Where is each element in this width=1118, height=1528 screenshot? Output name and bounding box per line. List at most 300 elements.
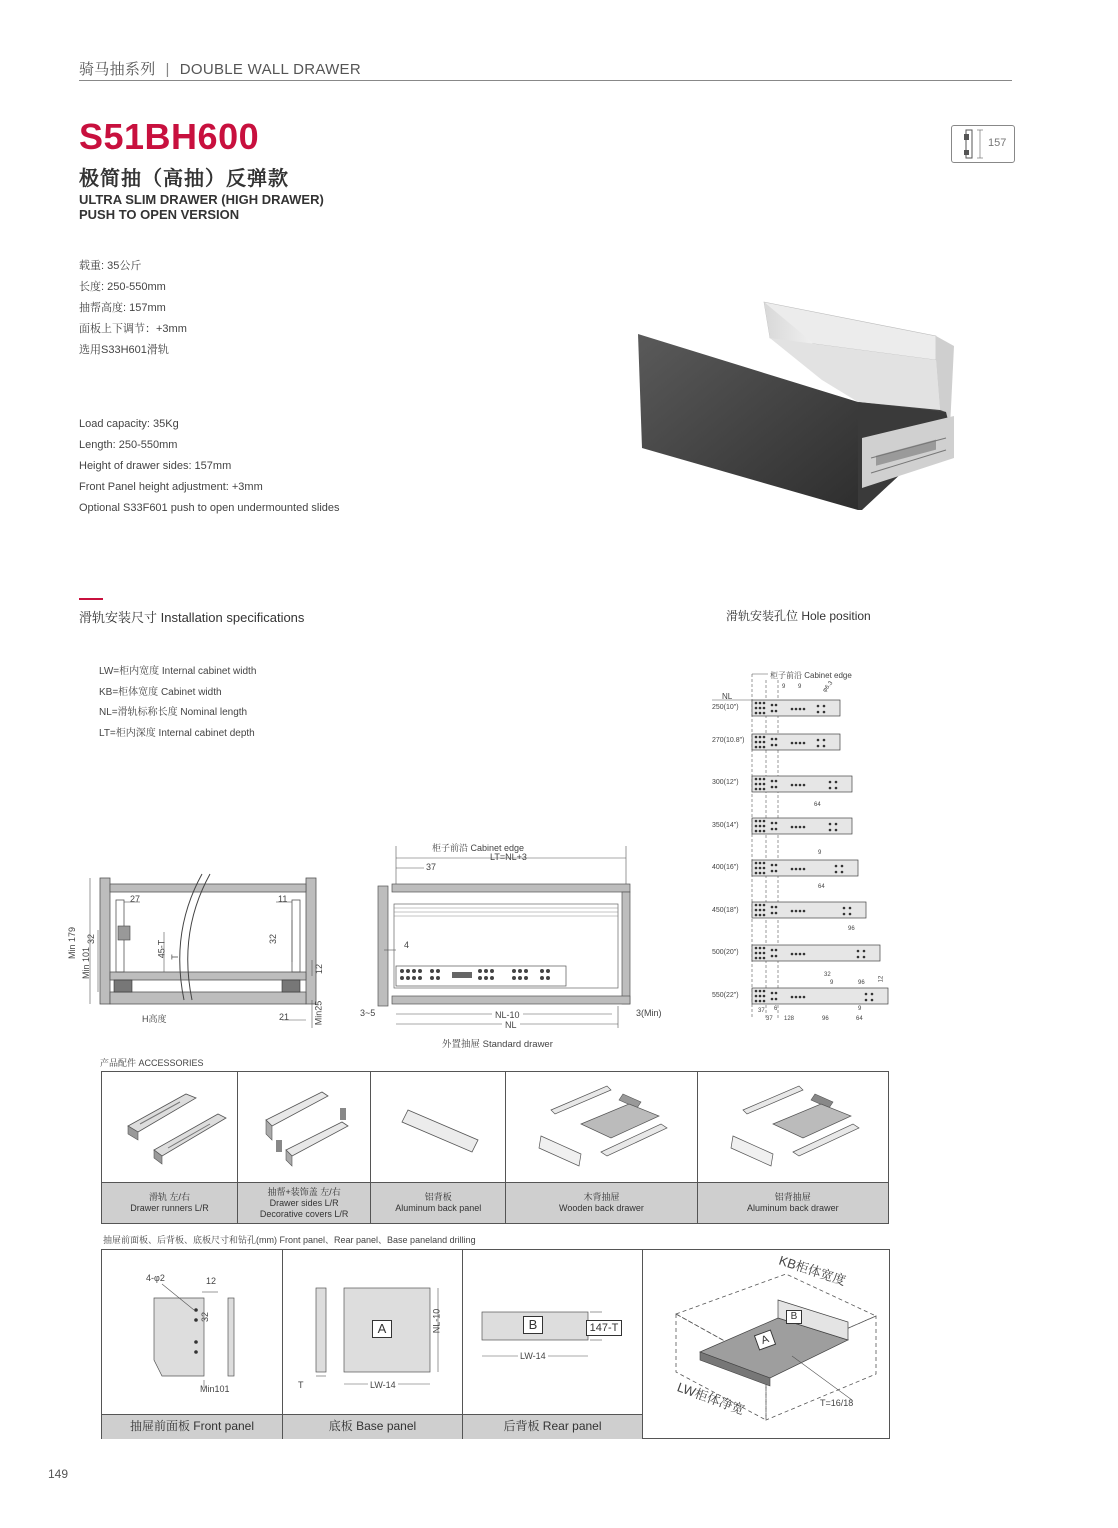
model-number: S51BH600 xyxy=(79,116,260,157)
hole-dot xyxy=(755,862,758,865)
dim-32-left: 32 xyxy=(86,933,97,945)
hole-rail xyxy=(752,860,858,876)
hole-dot xyxy=(771,738,774,741)
hole-row-label: 400(16") xyxy=(712,864,739,871)
dim-3-min: 3(Min) xyxy=(636,1008,662,1018)
hole-dot xyxy=(763,862,766,865)
hole-dot xyxy=(857,956,860,959)
accessory-caption xyxy=(371,1183,506,1224)
front-panel-caption: 抽屉前面板 Front panel xyxy=(102,1415,282,1439)
hole-dot xyxy=(823,745,826,748)
hole-dot xyxy=(763,909,766,912)
hole-dot xyxy=(803,953,806,956)
hole-position-heading: 滑轨安装孔位 Hole position xyxy=(726,609,871,623)
hole-dot xyxy=(755,957,758,960)
hole-dot xyxy=(763,952,766,955)
hole-dim: 64 xyxy=(856,1016,863,1022)
hole-dot xyxy=(759,707,762,710)
hole-dot xyxy=(775,992,778,995)
hole-rail xyxy=(752,945,880,961)
dim-12: 12 xyxy=(314,963,325,975)
hole-dot xyxy=(759,947,762,950)
spec-cn-item: 抽帮高度: 157mm xyxy=(79,302,166,314)
front-min101: Min101 xyxy=(200,1384,230,1394)
hole-dot xyxy=(775,870,778,873)
back-panel-icon xyxy=(378,1080,498,1170)
dim-45-t: 45-T xyxy=(156,939,167,959)
hole-dot xyxy=(775,822,778,825)
hole-dim: 64 xyxy=(818,884,825,890)
accessory-en: Aluminum back panel xyxy=(395,1203,482,1213)
hole-dot xyxy=(795,742,798,745)
dim-min25: Min25 xyxy=(313,1000,324,1026)
hole-dot xyxy=(799,826,802,829)
hole-rail xyxy=(752,818,852,834)
hole-dot xyxy=(763,778,766,781)
base-letter: A xyxy=(372,1320,392,1338)
hole-dot xyxy=(755,995,758,998)
front-holes-label: 4-φ2 xyxy=(146,1273,165,1283)
hole-dot xyxy=(771,864,774,867)
hole-dot xyxy=(871,993,874,996)
hole-dot xyxy=(755,825,758,828)
hole-dot xyxy=(759,783,762,786)
legend xyxy=(99,662,256,744)
legend-item: NL=滑轨标称长度 Nominal length xyxy=(99,707,248,718)
hole-dot xyxy=(763,830,766,833)
base-panel-caption: 底板 Base panel xyxy=(283,1415,462,1439)
hole-dim: 9 xyxy=(798,684,802,690)
hole-dot xyxy=(865,993,868,996)
badge-value: 157 xyxy=(988,137,1007,149)
hole-dot xyxy=(823,705,826,708)
hole-dot xyxy=(763,712,766,715)
hole-dim: 9 xyxy=(858,1006,862,1012)
series-en: DOUBLE WALL DRAWER xyxy=(179,61,361,78)
hole-dot xyxy=(795,868,798,871)
hole-dot xyxy=(799,953,802,956)
hole-dot xyxy=(755,736,758,739)
hole-dot xyxy=(803,868,806,871)
hole-dot xyxy=(759,788,762,791)
hole-dot xyxy=(759,872,762,875)
hole-rail xyxy=(752,988,888,1004)
panels-heading: 抽屉前面板、后背板、底板尺寸和钻孔(mm) Front panel、Rear panel、Base paneland drilling xyxy=(103,1235,476,1245)
accessory-cn: 木背抽屉 xyxy=(583,1192,620,1202)
front-dim-12: 12 xyxy=(206,1276,217,1286)
wooden-drawer-icon xyxy=(511,1080,691,1170)
hole-dot xyxy=(803,826,806,829)
hole-dot xyxy=(857,950,860,953)
hole-dim: 12 xyxy=(878,975,885,983)
hole-row-label: 250(10") xyxy=(712,704,739,711)
hole-dot xyxy=(863,956,866,959)
hole-dot xyxy=(755,1000,758,1003)
side-section-diagram xyxy=(67,872,346,1032)
hole-dim: 96 xyxy=(858,980,865,986)
hole-dot xyxy=(829,829,832,832)
hole-dot xyxy=(803,784,806,787)
hole-dot xyxy=(803,708,806,711)
hole-dot xyxy=(835,865,838,868)
dim-nl: NL xyxy=(502,1020,520,1030)
accessory-caption xyxy=(506,1183,697,1224)
spec-cn-item: 面板上下调节：+3mm xyxy=(79,323,187,335)
cabinet-edge-label: 柜子前沿 Cabinet edge xyxy=(432,843,525,853)
accessory-image-drawer-sides xyxy=(238,1072,371,1183)
standard-drawer-caption: 外置抽屉 Standard drawer xyxy=(442,1039,553,1050)
hole-dot xyxy=(791,826,794,829)
accessory-caption xyxy=(238,1183,371,1224)
hole-dot xyxy=(775,828,778,831)
hole-dot xyxy=(755,741,758,744)
hole-cabinet-edge-label: 柜子前沿 Cabinet edge xyxy=(770,671,852,680)
hole-dot xyxy=(759,957,762,960)
hole-dot xyxy=(791,868,794,871)
series-cn: 骑马抽系列 xyxy=(79,61,156,78)
hole-dot xyxy=(763,867,766,870)
hole-dim: 128 xyxy=(784,1016,795,1022)
dim-37: 37 xyxy=(426,862,437,872)
hole-dot xyxy=(759,830,762,833)
hole-dot xyxy=(775,786,778,789)
hole-dot xyxy=(763,904,766,907)
section-accent-bar xyxy=(79,598,103,600)
hole-position-chart xyxy=(708,666,894,1032)
hole-dot xyxy=(795,953,798,956)
accessory-image-runners xyxy=(102,1072,238,1183)
hole-rail xyxy=(752,776,852,792)
standard-drawer-drawing xyxy=(356,838,666,1038)
hole-dim: 37 xyxy=(758,1008,765,1014)
hole-dot xyxy=(755,788,758,791)
base-t: T xyxy=(298,1380,304,1390)
hole-dot xyxy=(871,999,874,1002)
hole-dot xyxy=(771,992,774,995)
hole-dot xyxy=(755,952,758,955)
page-number: 149 xyxy=(48,1467,69,1481)
hole-dot xyxy=(823,739,826,742)
hole-dot xyxy=(843,907,846,910)
accessory-en: Aluminum back drawer xyxy=(747,1203,839,1213)
drawer-product-image xyxy=(636,298,956,513)
product-title-en xyxy=(79,192,324,222)
hole-dot xyxy=(759,914,762,917)
hole-dot xyxy=(835,823,838,826)
accessories-heading: 产品配件 ACCESSORIES xyxy=(100,1058,204,1068)
hole-dot xyxy=(791,953,794,956)
hole-dot xyxy=(763,736,766,739)
hole-row-label: 500(20") xyxy=(712,949,739,956)
hole-dot xyxy=(803,742,806,745)
hole-dot xyxy=(803,910,806,913)
panels-table xyxy=(101,1249,890,1439)
hole-nl-label: NL xyxy=(722,692,733,701)
iso-t-label: T=16/18 xyxy=(820,1398,854,1408)
hole-dot xyxy=(763,947,766,950)
h-height-label: H高度 xyxy=(142,1014,167,1024)
spec-en-item: Load capacity: 35Kg xyxy=(79,418,179,430)
hole-dot xyxy=(755,947,758,950)
hole-dot xyxy=(863,950,866,953)
rear-panel-caption: 后背板 Rear panel xyxy=(463,1415,642,1439)
hole-dim: 37 xyxy=(766,1016,773,1022)
hole-dot xyxy=(817,705,820,708)
base-lw14: LW-14 xyxy=(370,1380,396,1390)
hole-dot xyxy=(817,711,820,714)
iso-letter-b: B xyxy=(786,1310,802,1324)
hole-dot xyxy=(849,913,852,916)
accessory-cn: 抽帮+装饰盖 左/右 xyxy=(267,1186,341,1197)
hole-dot xyxy=(759,904,762,907)
hole-dot xyxy=(755,872,758,875)
hole-dot xyxy=(759,736,762,739)
dim-21: 21 xyxy=(279,1012,290,1022)
hole-dot xyxy=(775,780,778,783)
hole-dot xyxy=(829,787,832,790)
rear-height: 147-T xyxy=(586,1320,622,1336)
hole-row-label: 450(18") xyxy=(712,907,739,914)
spec-cn-item: 选用S33H601滑轨 xyxy=(79,344,169,356)
hole-dot xyxy=(759,825,762,828)
series-header xyxy=(79,58,361,79)
hole-dot xyxy=(771,955,774,958)
hole-dot xyxy=(835,787,838,790)
accessory-image-wooden-drawer xyxy=(506,1072,697,1183)
hole-dim: 32 xyxy=(824,972,831,978)
hole-dot xyxy=(775,864,778,867)
hole-dot xyxy=(795,708,798,711)
dim-t: T xyxy=(169,954,180,960)
hole-dot xyxy=(759,820,762,823)
hole-dot xyxy=(799,708,802,711)
hole-dot xyxy=(755,702,758,705)
hole-dot xyxy=(763,872,766,875)
hole-dot xyxy=(799,742,802,745)
dim-11: 11 xyxy=(278,894,288,904)
hole-dot xyxy=(803,996,806,999)
hole-dot xyxy=(795,784,798,787)
hole-dot xyxy=(795,996,798,999)
title-en-line2: PUSH TO OPEN VERSION xyxy=(79,207,240,222)
dim-min101: Min 101 xyxy=(81,946,92,980)
height-badge xyxy=(951,125,1015,163)
aluminum-drawer-icon xyxy=(703,1080,883,1170)
hole-dot xyxy=(763,1000,766,1003)
dim-min179: Min 179 xyxy=(67,926,78,960)
hole-dot xyxy=(771,704,774,707)
hole-dot xyxy=(759,1000,762,1003)
iso-letter-a: A xyxy=(754,1329,776,1350)
hole-position-drawing xyxy=(708,666,894,1032)
hole-dot xyxy=(775,744,778,747)
hole-dot xyxy=(755,909,758,912)
accessory-en: Wooden back drawer xyxy=(559,1203,644,1213)
hole-dot xyxy=(759,712,762,715)
rear-panel-drawing xyxy=(478,1306,628,1366)
hole-dot xyxy=(755,904,758,907)
hole-dot xyxy=(763,746,766,749)
hole-dot xyxy=(771,870,774,873)
hole-dot xyxy=(763,783,766,786)
hole-dot xyxy=(755,712,758,715)
legend-item: LW=柜内宽度 Internal cabinet width xyxy=(99,666,257,677)
hole-dot xyxy=(763,820,766,823)
iso-lw-label: LW柜体净宽 xyxy=(675,1379,747,1418)
dim-27: 27 xyxy=(130,894,141,904)
accessory-image-back-panel xyxy=(371,1072,506,1183)
hole-dot xyxy=(843,913,846,916)
hole-dot xyxy=(755,820,758,823)
standard-drawer-diagram xyxy=(356,838,666,1052)
hole-dot xyxy=(771,822,774,825)
spec-en-item: Length: 250-550mm xyxy=(79,439,178,451)
accessory-cn: 铝背抽屉 xyxy=(774,1192,811,1202)
hole-dot xyxy=(763,702,766,705)
hole-dot xyxy=(791,708,794,711)
legend-item: LT=柜内深度 Internal cabinet depth xyxy=(99,727,255,739)
hole-dot xyxy=(759,867,762,870)
hole-dot xyxy=(759,702,762,705)
hole-dot xyxy=(795,826,798,829)
hole-dot xyxy=(791,910,794,913)
hole-dot xyxy=(755,783,758,786)
title-en-line1: ULTRA SLIM DRAWER (HIGH DRAWER) xyxy=(79,192,324,207)
hole-dot xyxy=(775,704,778,707)
hole-dot xyxy=(829,823,832,826)
hole-dim: 9 xyxy=(830,980,834,986)
accessory-image-aluminum-drawer xyxy=(697,1072,888,1183)
hole-dot xyxy=(755,867,758,870)
hole-dot xyxy=(835,871,838,874)
hole-dot xyxy=(849,907,852,910)
accessory-cn: 滑轨 左/右 xyxy=(149,1192,191,1202)
spec-en-item: Front Panel height adjustment: +3mm xyxy=(79,481,263,493)
drawer-sides-icon xyxy=(244,1080,364,1170)
spec-cn-item: 长度: 250-550mm xyxy=(79,281,166,293)
spec-en-item: Optional S33F601 push to open undermounted slides xyxy=(79,502,340,514)
hole-dot xyxy=(755,990,758,993)
hole-row-label: 270(10.8") xyxy=(712,737,745,744)
product-title-cn: 极简抽（高抽）反弹款 xyxy=(79,168,289,190)
hole-dim: 96 xyxy=(822,1016,829,1022)
front-dim-32: 32 xyxy=(200,1311,211,1323)
hole-dot xyxy=(771,949,774,952)
hole-dot xyxy=(759,952,762,955)
hole-dot xyxy=(759,746,762,749)
front-panel-drawing xyxy=(142,1280,252,1390)
dim-4: 4 xyxy=(404,940,410,950)
hole-dot xyxy=(755,707,758,710)
hole-dot xyxy=(775,912,778,915)
hole-dot xyxy=(759,862,762,865)
accessory-en2: Decorative covers L/R xyxy=(259,1208,349,1219)
hole-dot xyxy=(775,949,778,952)
hole-dot xyxy=(771,710,774,713)
hole-dot xyxy=(775,955,778,958)
spec-cn-item: 载重: 35公斤 xyxy=(79,260,142,272)
hole-dot xyxy=(763,990,766,993)
specs-en xyxy=(79,414,340,519)
dim-lt: LT=NL+3 xyxy=(490,852,527,862)
hole-dot xyxy=(799,910,802,913)
installation-heading: 滑轨安装尺寸 Installation specifications xyxy=(79,610,305,625)
hole-dot xyxy=(775,906,778,909)
hole-dot xyxy=(755,830,758,833)
hole-dot xyxy=(759,990,762,993)
hole-dot xyxy=(865,999,868,1002)
hole-dot xyxy=(775,710,778,713)
hole-dot xyxy=(799,868,802,871)
hole-dot xyxy=(759,778,762,781)
legend-item: KB=柜体宽度 Cabinet width xyxy=(99,686,222,698)
hole-dot xyxy=(763,788,766,791)
hole-row-label: 350(14") xyxy=(712,822,739,829)
hole-dot xyxy=(759,909,762,912)
dim-32-right: 32 xyxy=(268,933,279,945)
hole-dot xyxy=(763,914,766,917)
hole-dot xyxy=(771,998,774,1001)
specs-cn xyxy=(79,256,187,361)
hole-dim: 96 xyxy=(848,926,855,932)
hole-dot xyxy=(771,906,774,909)
hole-dot xyxy=(835,829,838,832)
dim-3-5: 3~5 xyxy=(360,1008,376,1018)
dim-nl-10: NL-10 xyxy=(492,1010,523,1020)
accessory-caption xyxy=(102,1183,238,1224)
hole-dot xyxy=(755,778,758,781)
side-section-drawing xyxy=(76,872,346,1032)
hole-dot xyxy=(771,828,774,831)
hole-dot xyxy=(841,871,844,874)
header-rule xyxy=(79,80,1012,81)
hole-dot xyxy=(759,741,762,744)
hole-dot xyxy=(823,711,826,714)
hole-row-label: 300(12") xyxy=(712,779,739,786)
accessories-table xyxy=(101,1071,889,1224)
hole-dot xyxy=(755,914,758,917)
iso-kb-label: KB柜体宽度 xyxy=(777,1252,848,1289)
hole-dot xyxy=(763,995,766,998)
hole-dot xyxy=(755,746,758,749)
hole-dot xyxy=(835,781,838,784)
hole-dot xyxy=(771,744,774,747)
hole-dot xyxy=(791,784,794,787)
hole-dot xyxy=(763,825,766,828)
runners-icon xyxy=(110,1080,230,1170)
hole-dim: 9 xyxy=(818,850,822,856)
hole-dot xyxy=(817,739,820,742)
rear-letter: B xyxy=(523,1316,543,1334)
hole-dot xyxy=(799,996,802,999)
spec-en-item: Height of drawer sides: 157mm xyxy=(79,460,232,472)
hole-dim: 6 xyxy=(774,1006,778,1012)
hole-dim: φ6.3 xyxy=(821,680,835,694)
hole-dot xyxy=(791,742,794,745)
hole-dot xyxy=(817,745,820,748)
hole-rail xyxy=(752,902,866,918)
base-nl10: NL-10 xyxy=(431,1308,442,1334)
hole-dot xyxy=(771,780,774,783)
hole-dot xyxy=(771,786,774,789)
accessory-cn: 铝背板 xyxy=(424,1192,452,1202)
hole-dot xyxy=(763,707,766,710)
hole-dot xyxy=(795,910,798,913)
hole-dot xyxy=(771,912,774,915)
hole-dot xyxy=(841,865,844,868)
header-divider: | xyxy=(165,61,170,78)
hole-dot xyxy=(799,784,802,787)
